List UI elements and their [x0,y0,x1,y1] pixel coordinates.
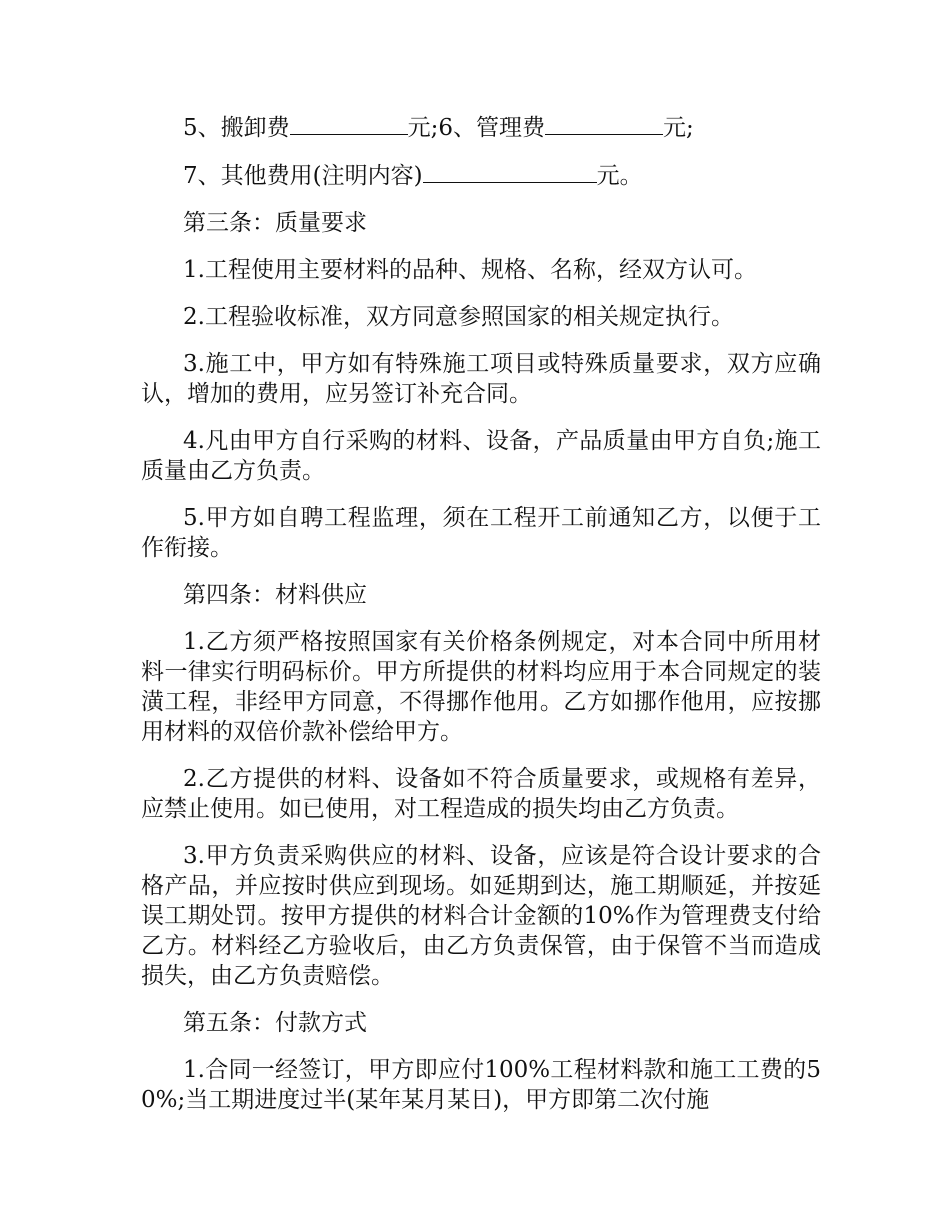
article-3-item-4: 4.凡由甲方自行采购的材料、设备，产品质量由甲方自负;施工质量由乙方负责。 [141,428,821,484]
fee-item-7-label: 7、其他费用(注明内容) [183,163,423,189]
fee-line-5-6 [141,112,821,143]
article-3-item-1: 1.工程使用主要材料的品种、规格、名称，经双方认可。 [183,257,757,283]
fee-item-5-label: 5、搬卸费 [183,115,290,141]
article-4-heading: 第四条：材料供应 [183,582,367,608]
fee-blank-7 [423,160,597,183]
article-4-item-1: 1.乙方须严格按照国家有关价格条例规定，对本合同中所用材料一律实行明码标价。甲方所提供的材料均应用于本合同规定的装潢工程，非经甲方同意，不得挪作他用。乙方如挪作他用，应按挪用材料的双倍价款补偿给甲方。 [141,629,821,745]
fee-line-7 [141,160,821,191]
fee-item-6-unit: 元; [663,115,694,141]
article-3-heading: 第三条：质量要求 [183,210,367,236]
document-page [141,112,821,1132]
fee-item-6-label: 元;6、管理费 [407,115,546,141]
article-3-item-2: 2.工程验收标准，双方同意参照国家的相关规定执行。 [183,304,734,330]
article-5-item-1: 1.合同一经签订，甲方即应付100%工程材料款和施工工费的50%;当工期进度过半(某年某月某日)，甲方即第二次付施 [141,1057,821,1113]
fee-blank-5 [290,112,408,135]
article-3-item-5: 5.甲方如自聘工程监理，须在工程开工前通知乙方，以便于工作衔接。 [141,505,821,561]
article-3-item-3: 3.施工中，甲方如有特殊施工项目或特殊质量要求，双方应确认，增加的费用，应另签订补充合同。 [141,351,821,407]
fee-blank-6 [545,112,663,135]
fee-item-7-unit: 元。 [596,163,643,189]
article-5-heading: 第五条：付款方式 [183,1010,367,1036]
article-4-item-3: 3.甲方负责采购供应的材料、设备，应该是符合设计要求的合格产品，并应按时供应到现场。如延期到达，施工期顺延，并按延误工期处罚。按甲方提供的材料合计金额的10%作为管理费支付给乙方。材料经乙方验收后，由乙方负责保管，由于保管不当而造成损失，由乙方负责赔偿。 [141,843,821,989]
article-4-item-2: 2.乙方提供的材料、设备如不符合质量要求，或规格有差异，应禁止使用。如已使用，对工程造成的损失均由乙方负责。 [141,766,821,822]
